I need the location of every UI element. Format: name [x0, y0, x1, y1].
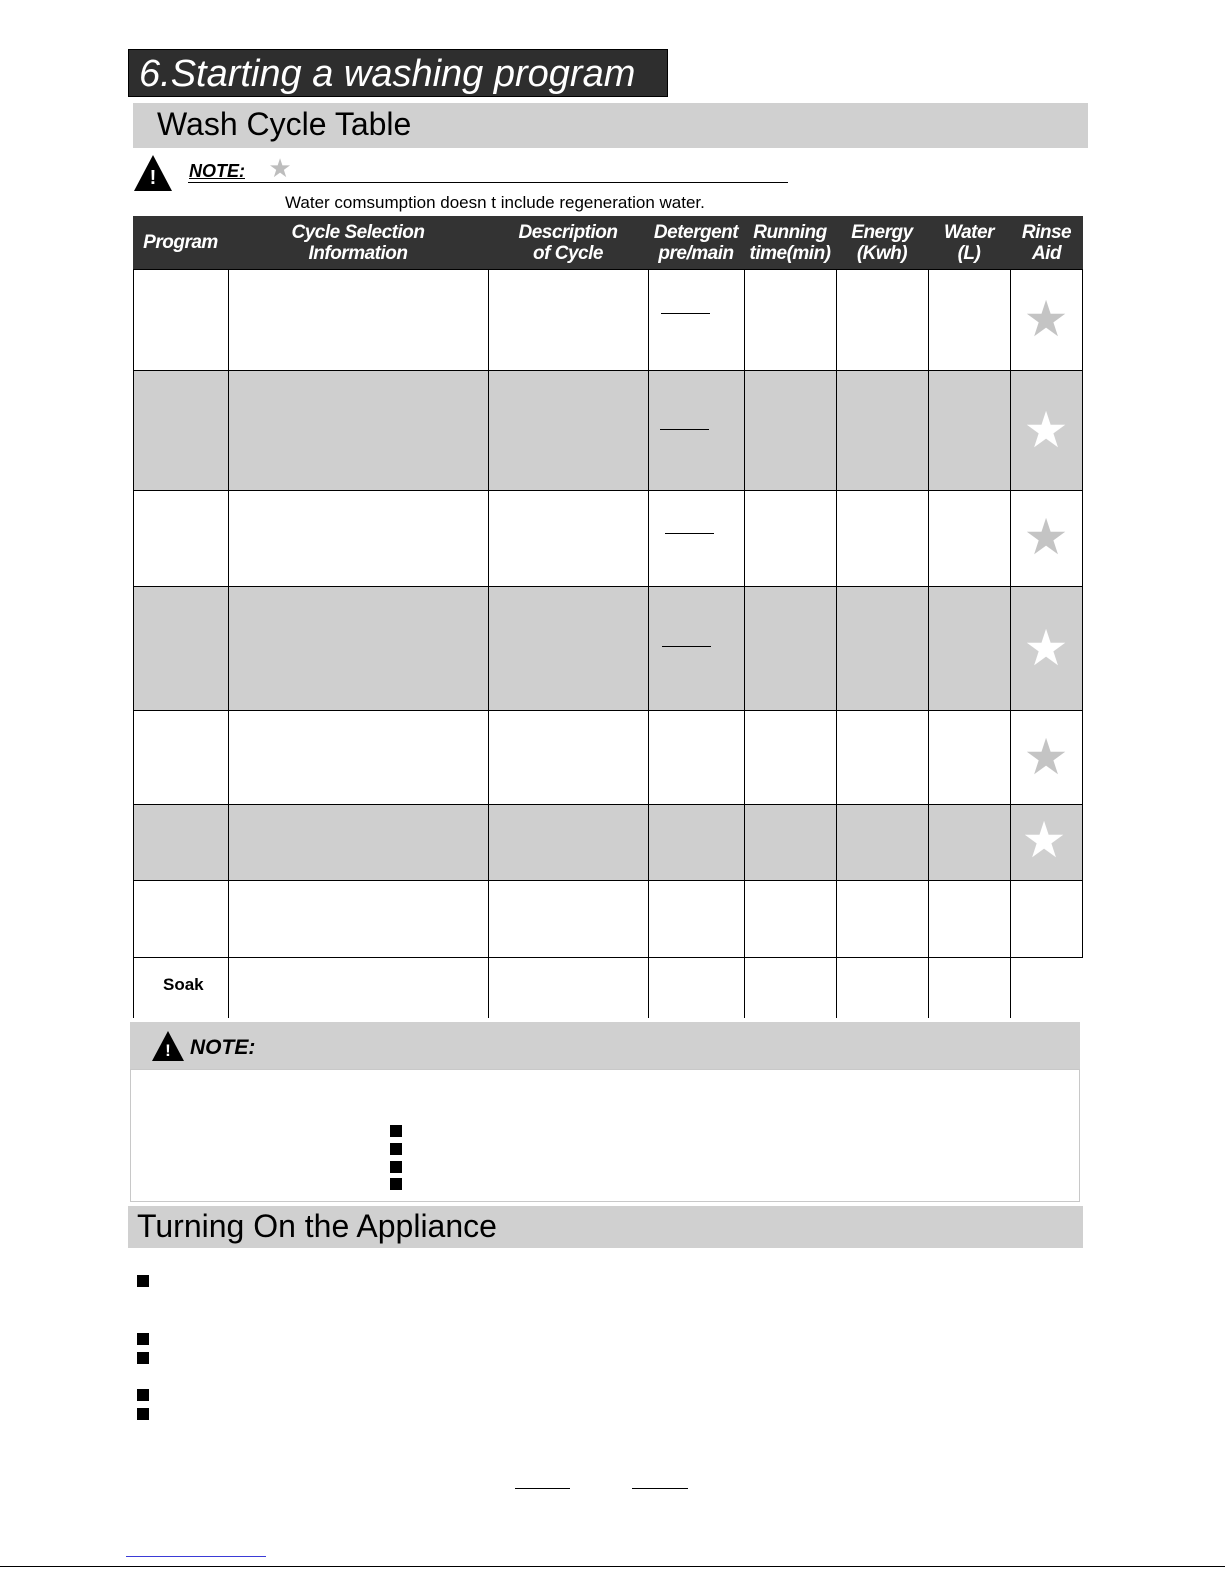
note-box-label: NOTE: [190, 1036, 256, 1059]
star-icon: ★ [1023, 620, 1069, 676]
column-divider [228, 269, 229, 1018]
square-bullet-icon [390, 1178, 402, 1190]
page-bottom-rule [0, 1566, 1225, 1567]
column-header-detergent: Detergent pre/main [653, 221, 739, 264]
water-consumption-note: Water comsumption doesn t include regeneration water. [285, 193, 705, 212]
detergent-dash [661, 313, 710, 314]
detergent-dash [665, 533, 714, 534]
section-title: 6.Starting a washing program [128, 49, 668, 97]
table-row [133, 490, 1083, 586]
star-icon: ★ [1023, 509, 1069, 565]
turning-on-heading: Turning On the Appliance [137, 1208, 497, 1244]
square-bullet-icon [137, 1333, 149, 1345]
table-row [133, 586, 1083, 710]
table-row [133, 370, 1083, 490]
wash-cycle-table-heading: Wash Cycle Table [157, 106, 412, 142]
note-underline [188, 182, 788, 183]
table-row [133, 804, 1083, 880]
column-divider [648, 269, 649, 1018]
turning-on-heading-band [128, 1206, 1083, 1248]
table-row [133, 269, 1083, 370]
column-divider [488, 269, 489, 1018]
warning-triangle-icon: ! [134, 155, 172, 191]
program-soak: Soak [163, 975, 204, 994]
footer-rule [515, 1488, 570, 1489]
square-bullet-icon [137, 1352, 149, 1364]
square-bullet-icon [390, 1143, 402, 1155]
table-border-left [133, 269, 134, 1018]
column-header-rinse-aid: Rinse Aid [1021, 221, 1072, 264]
column-header-running-time: Running time(min) [749, 221, 831, 264]
square-bullet-icon [137, 1408, 149, 1420]
column-header-cycle-selection: Cycle Selection Information [291, 221, 425, 264]
square-bullet-icon [390, 1125, 402, 1137]
star-icon: ★ [268, 153, 292, 183]
column-header-water: Water (L) [944, 221, 994, 264]
note-box-header [130, 1022, 1080, 1069]
footer-link-underline [126, 1556, 266, 1557]
detergent-dash [662, 646, 711, 647]
column-divider [744, 269, 745, 1018]
star-icon: ★ [1023, 402, 1069, 458]
column-header-energy: Energy (Kwh) [851, 221, 913, 264]
square-bullet-icon [390, 1161, 402, 1173]
square-bullet-icon [137, 1275, 149, 1287]
column-divider [836, 269, 837, 1018]
table-border-right [1082, 269, 1083, 958]
wash-cycle-table-heading-band [133, 103, 1088, 148]
star-icon: ★ [1023, 729, 1069, 785]
table-row [133, 958, 1083, 1018]
star-icon: ★ [1023, 291, 1069, 347]
column-divider [928, 269, 929, 1018]
note-box-body [130, 1069, 1080, 1202]
column-divider [1010, 269, 1011, 1018]
warning-triangle-icon: ! [152, 1031, 184, 1061]
column-header-program: Program [143, 232, 218, 253]
table-row [133, 710, 1083, 804]
column-header-description: Description of Cycle [518, 221, 618, 264]
footer-rule [632, 1488, 688, 1489]
note-label: NOTE: [189, 161, 245, 181]
square-bullet-icon [137, 1389, 149, 1401]
table-row [133, 880, 1083, 958]
star-icon: ★ [1021, 812, 1067, 868]
detergent-dash [660, 429, 709, 430]
